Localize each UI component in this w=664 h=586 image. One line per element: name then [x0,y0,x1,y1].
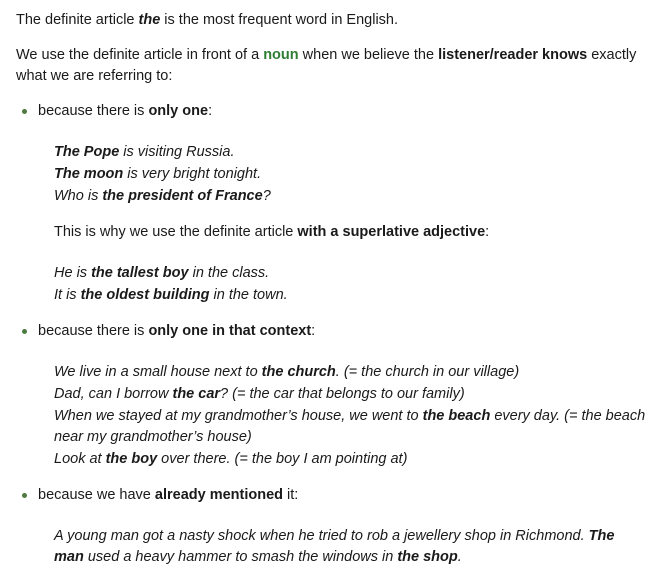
example-block-already-mentioned [16,512,648,575]
example-bold: the car [172,386,221,403]
example-line [54,186,648,207]
bullet-text-prefix: because there is [38,103,149,120]
bullet-dot-icon [22,493,27,498]
list-item-already-mentioned [16,485,648,506]
intro-text-3: We use the definite article in front of a [16,47,264,64]
example-block-only-one [16,128,648,214]
example-block-superlative [16,249,648,313]
example-pre: Dad, can I borrow [54,386,173,403]
example-bold: the tallest boy [91,265,189,282]
example-line [54,285,648,306]
intro-text-5: exactly what we are referring to: [16,47,637,85]
example-line [54,362,648,383]
reason-list [16,101,648,575]
example-bold: the church [261,364,336,381]
example-rest-2: . [457,549,462,566]
intro-paragraph-1 [16,10,648,31]
bullet-text-suffix: : [208,103,213,120]
example-rest: ? (= the car that belongs to our family) [220,386,465,403]
example-bold: The man [54,528,615,566]
example-rest: . (= the church in our village) [335,364,520,381]
bullet-dot-icon [22,109,27,114]
example-line [54,384,648,405]
intro-text-2: is the most frequent word in English. [160,12,399,28]
intro-text-1: The definite article [16,12,139,28]
example-pre: It is [54,287,81,304]
example-rest: ? [262,188,271,205]
example-pre: We live in a small house next to [54,364,262,381]
example-pre: He is [54,265,92,282]
intro-paragraph-2 [16,45,648,87]
bullet-text-suffix: it: [283,487,299,504]
example-line [54,142,648,163]
example-pre: Look at [54,451,106,468]
bullet-text-prefix: because there is [38,323,149,340]
example-rest: is very bright tonight. [123,166,262,183]
example-rest: in the class. [188,265,270,282]
note-suffix: : [485,224,490,241]
example-rest: used a heavy hammer to smash the windows in [83,549,398,566]
example-rest: in the town. [209,287,288,304]
example-bold: the oldest building [80,287,210,304]
example-line [54,263,648,284]
example-pre: A young man got a nasty shock when he tried to rob a jewellery shop in Richmond. [54,528,589,545]
intro-text-4: when we believe the [298,47,439,64]
example-bold: the boy [105,451,158,468]
example-rest: over there. (= the boy I am pointing at) [157,451,408,468]
list-item-only-one-in-context [16,321,648,342]
bullet-text-prefix: because we have [38,487,155,504]
note-bold: with a superlative adjective [297,224,486,241]
example-rest: every day. (= the beach near my grandmother’s house) [54,408,646,446]
example-pre: Who is [54,188,103,205]
bullet-text-suffix: : [311,323,316,340]
example-bold: The Pope [54,144,120,161]
example-line [54,164,648,185]
listener-reader-knows-bold: listener/reader knows [438,47,588,64]
bullet-text-bold: only one in that context [148,323,312,340]
bullet-text-bold: only one [148,103,209,120]
example-pre: When we stayed at my grandmother’s house, we went to [54,408,423,425]
example-block-context [16,348,648,477]
list-item-only-one [16,101,648,122]
example-bold: the beach [422,408,491,425]
example-line [54,449,648,470]
note-prefix: This is why we use the definite article [54,224,298,241]
superlative-note [16,222,648,243]
example-line [54,526,648,568]
noun-highlight: noun [263,47,299,64]
example-bold: The moon [54,166,124,183]
intro-the-keyword: the [138,12,161,28]
example-bold: the president of France [102,188,263,205]
bullet-text-bold: already mentioned [154,487,284,504]
example-rest: is visiting Russia. [119,144,235,161]
example-bold-2: the shop [397,549,458,566]
example-line [54,406,648,448]
bullet-dot-icon [22,329,27,334]
